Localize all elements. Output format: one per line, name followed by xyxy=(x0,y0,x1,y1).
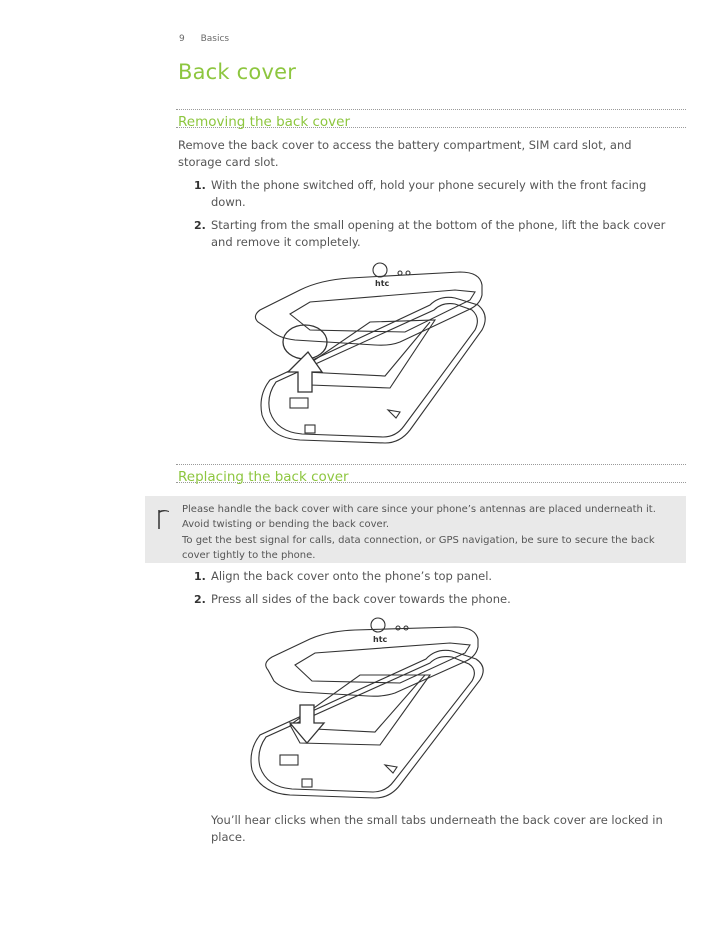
step-text: Press all sides of the back cover towards the phone. xyxy=(211,592,511,606)
step-number: 2. xyxy=(194,593,206,606)
step-text: With the phone switched off, hold your phone securely with the front facing down. xyxy=(211,178,647,209)
step-number: 2. xyxy=(194,219,206,232)
caption-text: You’ll hear clicks when the small tabs underneath the back cover are locked in place. xyxy=(211,813,663,844)
section-heading-text: Replacing the back cover xyxy=(178,469,349,485)
section-heading-removing xyxy=(176,109,686,128)
flag-icon xyxy=(157,508,171,530)
section-heading-replacing xyxy=(176,464,686,483)
chapter-name: Basics xyxy=(200,34,230,44)
svg-text:htc: htc xyxy=(373,635,388,644)
step-number: 1. xyxy=(194,570,206,583)
step-text: Starting from the small opening at the bottom of the phone, lift the back cover and remove it completely. xyxy=(211,218,666,249)
page-number: 9 xyxy=(179,34,185,44)
removing-step-2 xyxy=(194,217,674,251)
note-line-2: To get the best signal for calls, data connection, or GPS navigation, be sure to secure the back cover tightly to the phone. xyxy=(182,535,655,561)
removing-step-1 xyxy=(194,177,674,211)
step-number: 1. xyxy=(194,179,206,192)
page-header xyxy=(179,34,229,44)
page-title: Back cover xyxy=(178,60,297,84)
svg-text:htc: htc xyxy=(375,279,390,288)
removing-intro: Remove the back cover to access the battery compartment, SIM card slot, and storage card slot. xyxy=(178,138,632,169)
replacing-step-2 xyxy=(194,591,674,608)
replacing-step-1 xyxy=(194,568,674,585)
note-box xyxy=(145,496,686,563)
replace-back-cover-illustration xyxy=(240,615,490,805)
section-heading-text: Removing the back cover xyxy=(178,114,350,130)
note-line-1: Please handle the back cover with care since your phone’s antennas are placed underneath it. Avoid twisting or bending the back cover. xyxy=(182,504,656,530)
step-text: Align the back cover onto the phone’s top panel. xyxy=(211,569,493,583)
remove-back-cover-illustration xyxy=(250,260,490,450)
